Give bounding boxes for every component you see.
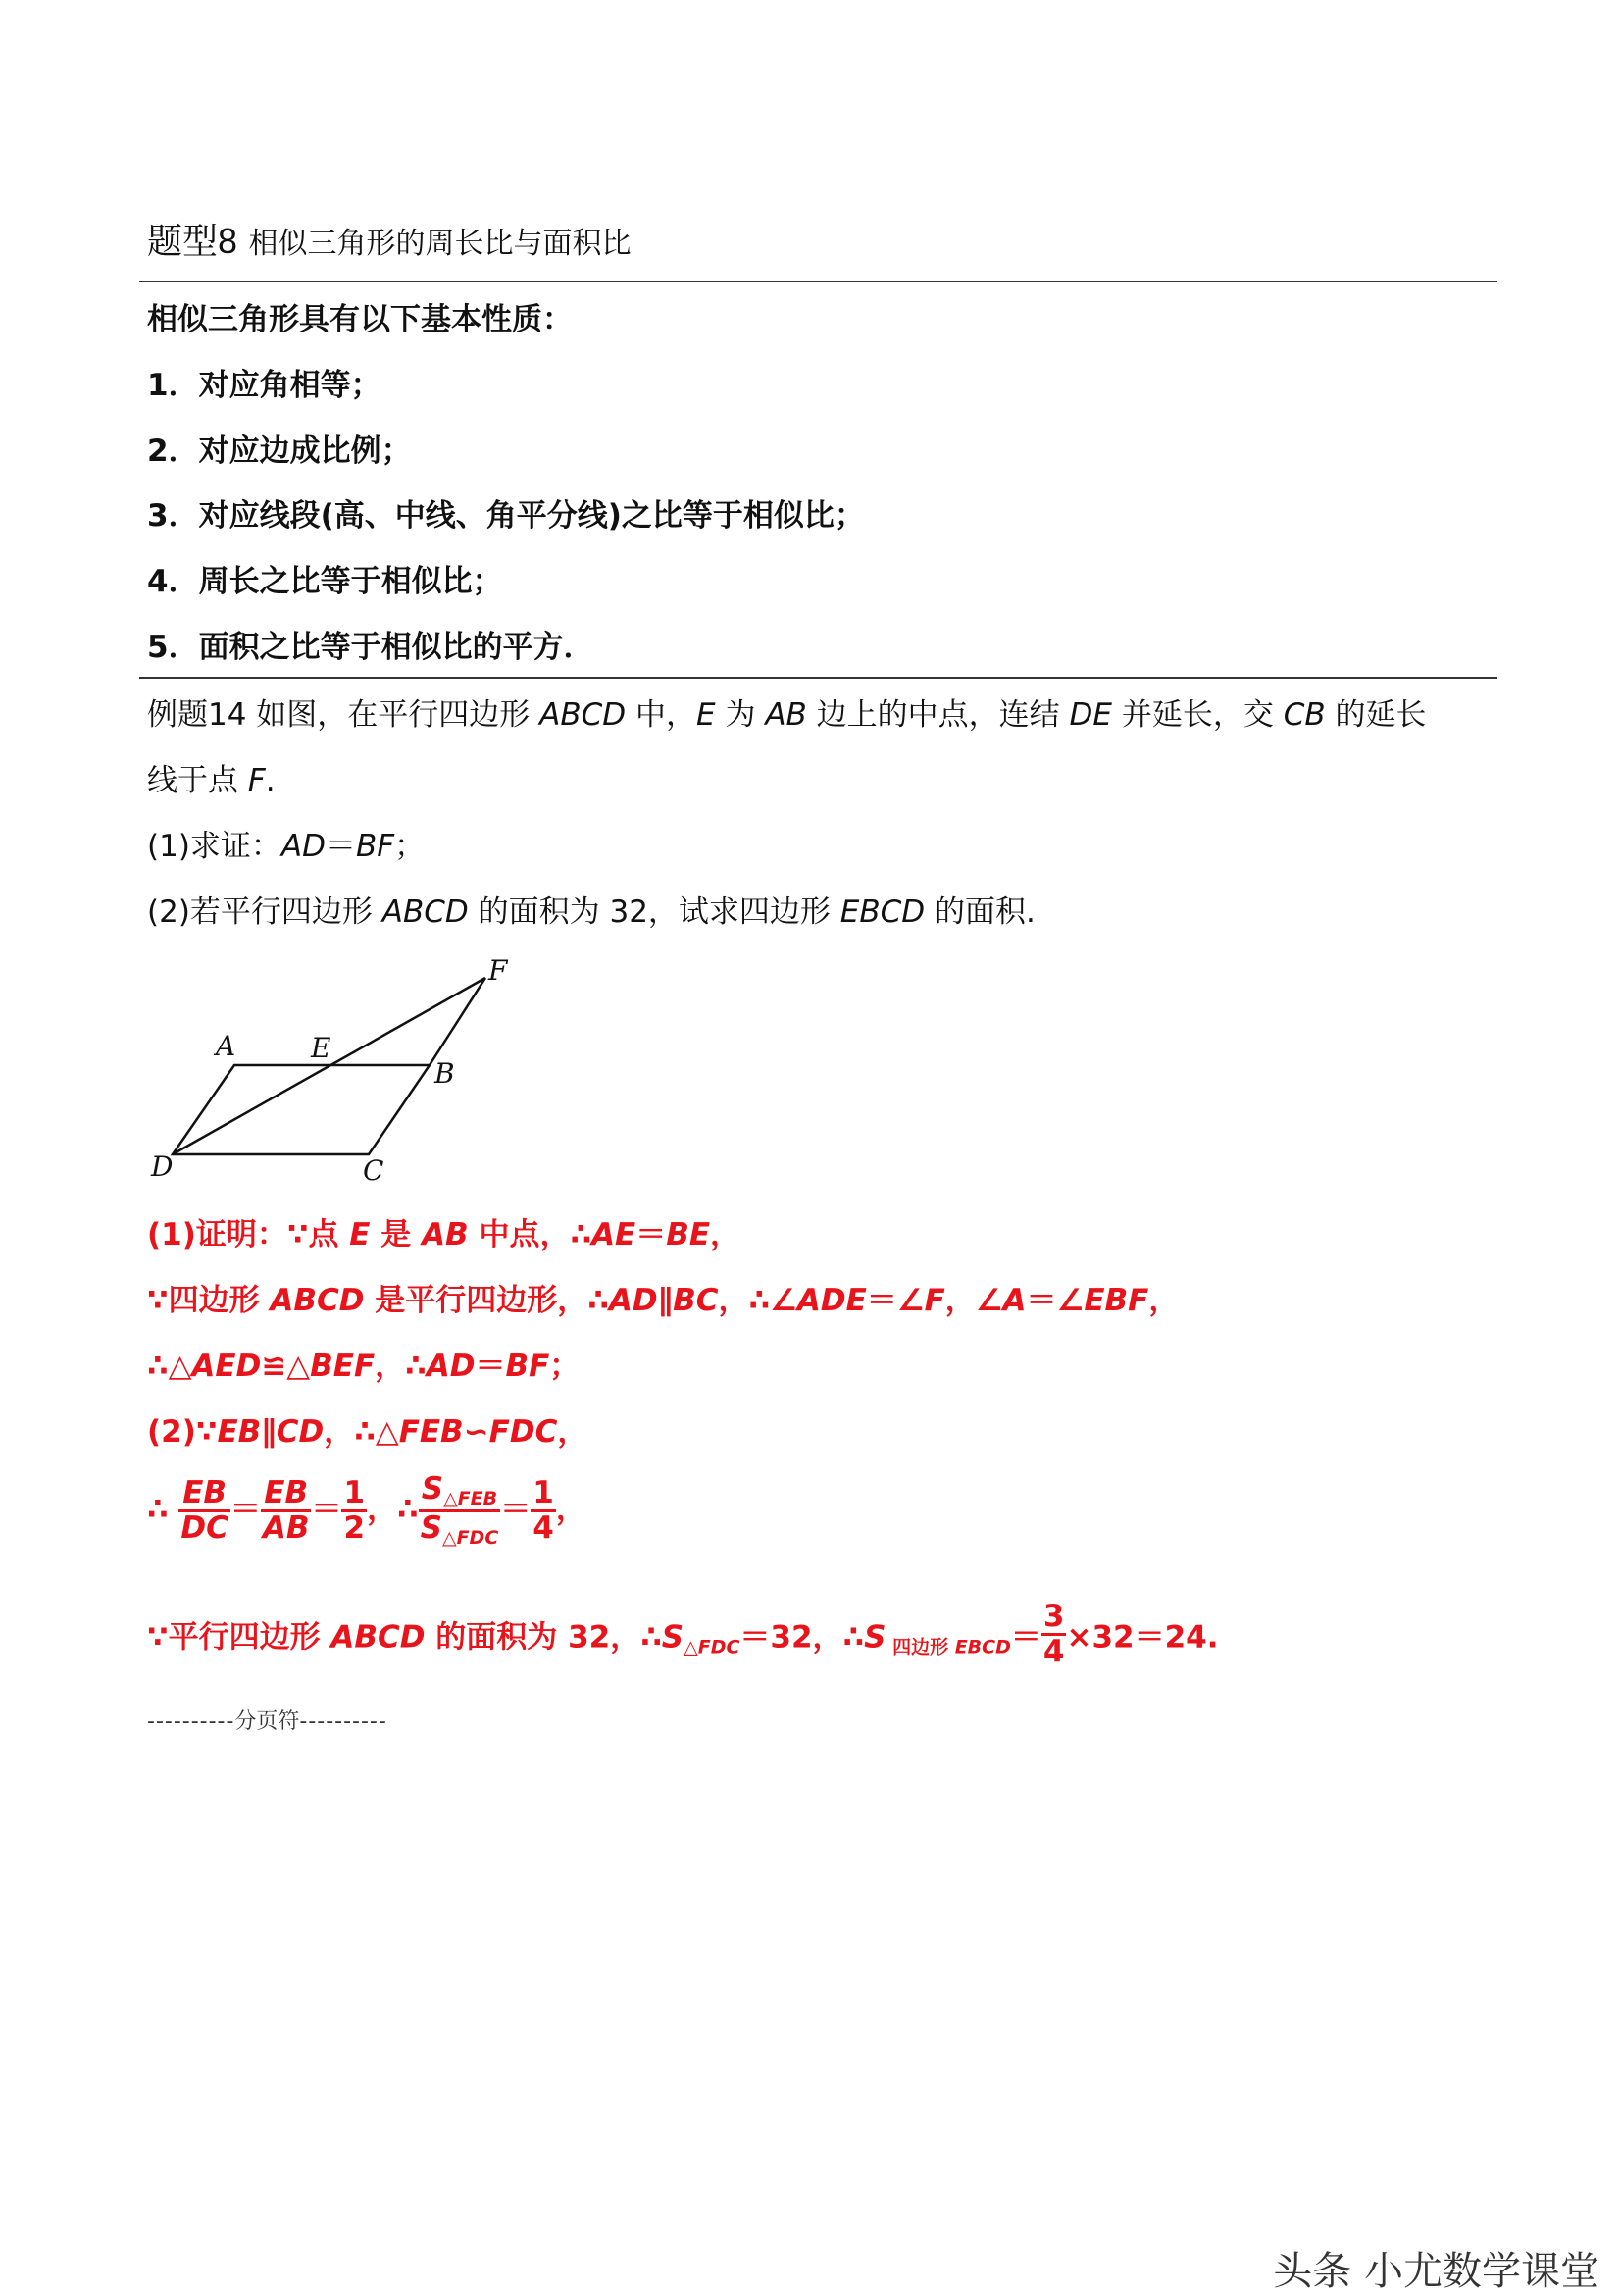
question-1: (1)求证：AD＝BF； — [147, 829, 426, 864]
solution-line-4: (2)∵EB∥CD，∴△FEB∽FDC， — [147, 1414, 588, 1450]
solution-line-5: ∴ $\frac{EB}{DC}$ ＝ $\frac{EB}{AB}$ ＝ $\frac{1}{2}$ ，∴ $\frac{S_{\triangle FEB}}{S_{\triangle FDC}}$ ＝ $\frac{1}{4}$ ， — [147, 1471, 586, 1549]
fraction-eb-ab: $\frac{EB}{AB}$ — [262, 1475, 310, 1546]
label-c: C — [363, 1154, 384, 1187]
fraction-eb-dc: $\frac{EB}{DC}$ — [180, 1475, 228, 1546]
label-d: D — [151, 1150, 174, 1183]
parallelogram-abcd — [173, 1065, 430, 1154]
example-line-1: 例题14 如图，在平行四边形 ABCD 中，E 为 AB 边上的中点，连结 DE 并延长，交 CB 的延长 — [147, 697, 1427, 733]
property-item: 1．对应角相等； — [147, 368, 381, 403]
section-title — [147, 214, 631, 264]
solution-line-1: (1)证明：∵点 E 是 AB 中点，∴AE＝BE， — [147, 1217, 741, 1252]
watermark: 头条 小尤数学课堂 — [1273, 2249, 1599, 2294]
solution-line-6: ∵平行四边形 ABCD 的面积为 32，$\therefore S_{\triangle FDC}=32$，∴S $_{四边形}$ $_{EBCD}$＝ $\frac{3}{4}$ ×32＝24. — [147, 1599, 1219, 1669]
fraction-three-quarters: $\frac{3}{4}$ — [1042, 1599, 1065, 1669]
fraction-area-ratio: $\frac{S_{\triangle FEB}}{S_{\triangle FDC}}$ — [420, 1471, 499, 1549]
property-item: 4．周长之比等于相似比； — [147, 564, 503, 599]
label-b: B — [434, 1057, 455, 1090]
title-rule — [139, 281, 1497, 282]
solution-line-3: ∴△AED≌△BEF，∴AD＝BF； — [147, 1349, 581, 1384]
fraction-one-half: $\frac{1}{2}$ — [343, 1475, 366, 1546]
fraction-one-quarter: $\frac{1}{4}$ — [532, 1475, 554, 1546]
label-e: E — [311, 1032, 331, 1064]
parallelogram-figure — [137, 951, 530, 1187]
section-title-text: 相似三角形的周长比与面积比 — [248, 227, 632, 261]
property-item: 5．面积之比等于相似比的平方． — [147, 630, 594, 665]
solution-line-2: ∵四边形 ABCD 是平行四边形，∴AD∥BC，∴∠ADE＝∠F，∠A＝∠EBF， — [147, 1283, 1180, 1318]
label-a: A — [216, 1030, 236, 1062]
property-item: 2．对应边成比例； — [147, 434, 412, 469]
section-number: 题型8 — [147, 221, 238, 261]
question-2: (2)若平行四边形 ABCD 的面积为 32，试求四边形 EBCD 的面积. — [147, 894, 1036, 930]
label-f: F — [488, 954, 508, 987]
properties-heading: 相似三角形具有以下基本性质： — [147, 302, 573, 337]
properties-rule — [139, 677, 1497, 679]
page-break-marker: ----------分页符---------- — [147, 1709, 387, 1734]
property-item: 3．对应线段(高、中线、角平分线)之比等于相似比； — [147, 498, 865, 534]
example-line-2: 线于点 F. — [147, 763, 276, 798]
line-bf — [430, 978, 485, 1065]
